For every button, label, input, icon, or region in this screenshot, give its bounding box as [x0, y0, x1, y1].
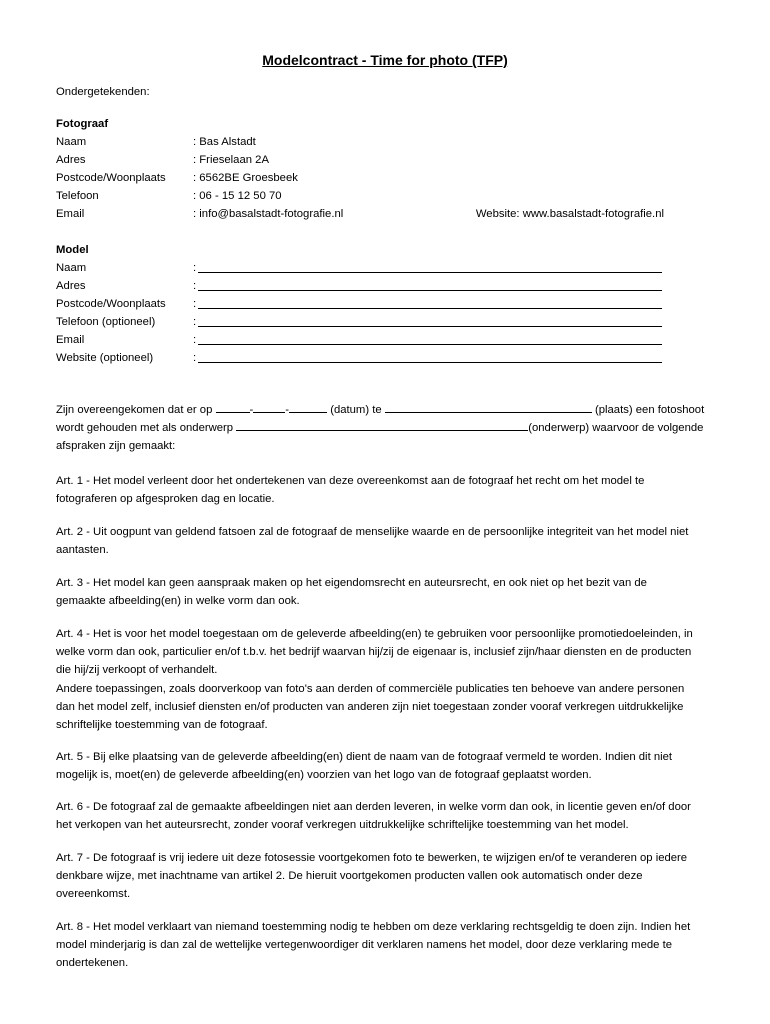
date-year-blank[interactable] [289, 401, 327, 413]
field-colon: : [193, 352, 197, 364]
date-separator: - [249, 404, 254, 416]
field-label: Email [56, 208, 85, 220]
field-value: : 06 - 15 12 50 70 [193, 190, 282, 202]
model-website-field[interactable] [56, 351, 664, 365]
agreement-line-2 [56, 419, 716, 437]
article-line: Art. 8 - Het model verklaart van niemand toestemming nodig te hebben om deze verklaring rechtsgeldig te doen zijn. Indien het [56, 921, 691, 933]
model-address-field[interactable] [56, 279, 664, 293]
article-line: mogelijk is, moet(en) de geleverde afbeelding(en) voorzien van het logo van de fotograaf geplaatst worden. [56, 769, 592, 782]
photographer-address-row [56, 153, 664, 167]
field-label: Telefoon [56, 190, 99, 202]
article-line: Andere toepassingen, zoals doorverkoop van foto's aan derden of commerciële publicaties ten behoeve van andere personen [56, 682, 685, 695]
article-line: dan het model zelf, inclusief diensten en/of producten van anderen zijn niet toegestaan zonder vooraf verkregen uitdrukkelijke [56, 700, 684, 713]
fill-in-line[interactable] [198, 344, 662, 345]
agreement-line-1 [56, 401, 716, 419]
field-colon: : [193, 334, 197, 346]
article-5 [56, 748, 716, 784]
article-8 [56, 918, 716, 973]
article-line: die hij/zij verkoopt of verhandelt. [56, 664, 218, 677]
field-value: : 6562BE Groesbeek [193, 172, 298, 184]
field-label: Postcode/Woonplaats [56, 172, 166, 184]
article-line: gemaakte afbeelding(en) in welke vorm dan ook. [56, 595, 300, 608]
agreement-text: wordt gehouden met als onderwerp [56, 422, 234, 435]
intro-text: Ondergetekenden: [56, 86, 150, 98]
field-label: Naam [56, 136, 87, 148]
fill-in-line[interactable] [198, 290, 662, 291]
photographer-postcode-row [56, 171, 664, 185]
article-line: het verkopen van het auteursrecht, zonder vooraf verkregen uitdrukkelijke schriftelijke toestemming van het model. [56, 819, 629, 832]
model-heading: Model [56, 244, 89, 256]
article-line: Art. 4 - Het is voor het model toegestaan om de geleverde afbeelding(en) te gebruiken voor persoonlijke promotiedoeleinden, in [56, 628, 693, 640]
article-line: model minderjarig is dan zal de wettelijke vertegenwoordiger dit verklaren namens het model, door deze verklaring mede te [56, 939, 673, 952]
model-postcode-field[interactable] [56, 297, 664, 311]
article-line: Art. 5 - Bij elke plaatsing van de geleverde afbeelding(en) dient de naam van de fotograaf vermeld te worden. Indien dit niet [56, 751, 673, 763]
article-2 [56, 523, 716, 559]
field-colon: : [193, 298, 197, 310]
article-3 [56, 574, 716, 610]
model-email-field[interactable] [56, 333, 664, 347]
article-line: schriftelijke toestemming van de fotograaf. [56, 719, 268, 732]
photographer-phone-row [56, 189, 664, 203]
field-value: : info@basalstadt-fotografie.nl [193, 208, 344, 220]
article-line: fotograferen op afgesproken dag en locatie. [56, 493, 275, 506]
article-line: denkbare wijze, met inachtname van artikel 2. De hieruit voortgekomen producten vallen ook automatisch onder deze [56, 870, 643, 883]
article-line: aantasten. [56, 544, 109, 557]
agreement-paragraph [56, 401, 716, 456]
fill-in-line[interactable] [198, 326, 662, 327]
article-7 [56, 849, 716, 904]
field-value: : Bas Alstadt [193, 136, 256, 148]
field-label: Naam [56, 262, 87, 274]
field-label: Website (optioneel) [56, 352, 154, 364]
article-line: overeenkomst. [56, 888, 131, 901]
field-label: Adres [56, 280, 86, 292]
article-line: ondertekenen. [56, 957, 129, 970]
article-line: Art. 6 - De fotograaf zal de gemaakte afbeeldingen niet aan derden leveren, in welke vorm dan ook, in licentie geven en/of door [56, 801, 691, 813]
article-1 [56, 472, 716, 508]
article-line: Art. 3 - Het model kan geen aanspraak maken op het eigendomsrecht en auteursrecht, en ook niet op het bezit van de [56, 577, 647, 589]
field-value: : Frieselaan 2A [193, 154, 269, 166]
model-phone-field[interactable] [56, 315, 664, 329]
date-separator: - [285, 404, 290, 416]
field-label: Email [56, 334, 85, 346]
article-line: Art. 2 - Uit oogpunt van geldend fatsoen zal de fotograaf de menselijke waarde en de persoonlijke integriteit van het model niet [56, 526, 689, 538]
subject-blank[interactable] [236, 419, 528, 431]
article-line: Art. 1 - Het model verleent door het ondertekenen van deze overeenkomst aan de fotograaf het recht om het model te [56, 475, 645, 487]
date-day-blank[interactable] [216, 401, 250, 413]
photographer-name-row [56, 135, 664, 149]
agreement-line-3: afspraken zijn gemaakt: [56, 440, 176, 453]
field-colon: : [193, 262, 197, 274]
date-month-blank[interactable] [253, 401, 285, 413]
agreement-text: (datum) te [330, 404, 382, 416]
photographer-website: Website: www.basalstadt-fotografie.nl [475, 208, 664, 220]
photographer-email-row [56, 207, 664, 221]
document-title: Modelcontract - Time for photo (TFP) [262, 52, 508, 68]
article-line: welke vorm dan ook, particulier en/of t.b.v. het bedrijf waarvan hij/zij de eigenaar is, inclusief zijn/haar diensten en de producten [56, 646, 692, 659]
agreement-text: (onderwerp) waarvoor de volgende [528, 422, 704, 435]
fill-in-line[interactable] [198, 308, 662, 309]
field-colon: : [193, 316, 197, 328]
field-label: Telefoon (optioneel) [56, 316, 156, 328]
field-colon: : [193, 280, 197, 292]
article-line: Art. 7 - De fotograaf is vrij iedere uit deze fotosessie voortgekomen foto te bewerken, te wijzigen en/of te veranderen op iedere [56, 852, 688, 864]
field-label: Adres [56, 154, 86, 166]
field-label: Postcode/Woonplaats [56, 298, 166, 310]
article-6 [56, 798, 716, 834]
agreement-text: (plaats) een fotoshoot [594, 404, 705, 416]
agreement-text: Zijn overeengekomen dat er op [56, 404, 213, 416]
article-4 [56, 625, 716, 734]
place-blank[interactable] [385, 401, 592, 413]
photographer-heading: Fotograaf [56, 118, 109, 130]
fill-in-line[interactable] [198, 272, 662, 273]
fill-in-line[interactable] [198, 362, 662, 363]
model-name-field[interactable] [56, 261, 664, 275]
